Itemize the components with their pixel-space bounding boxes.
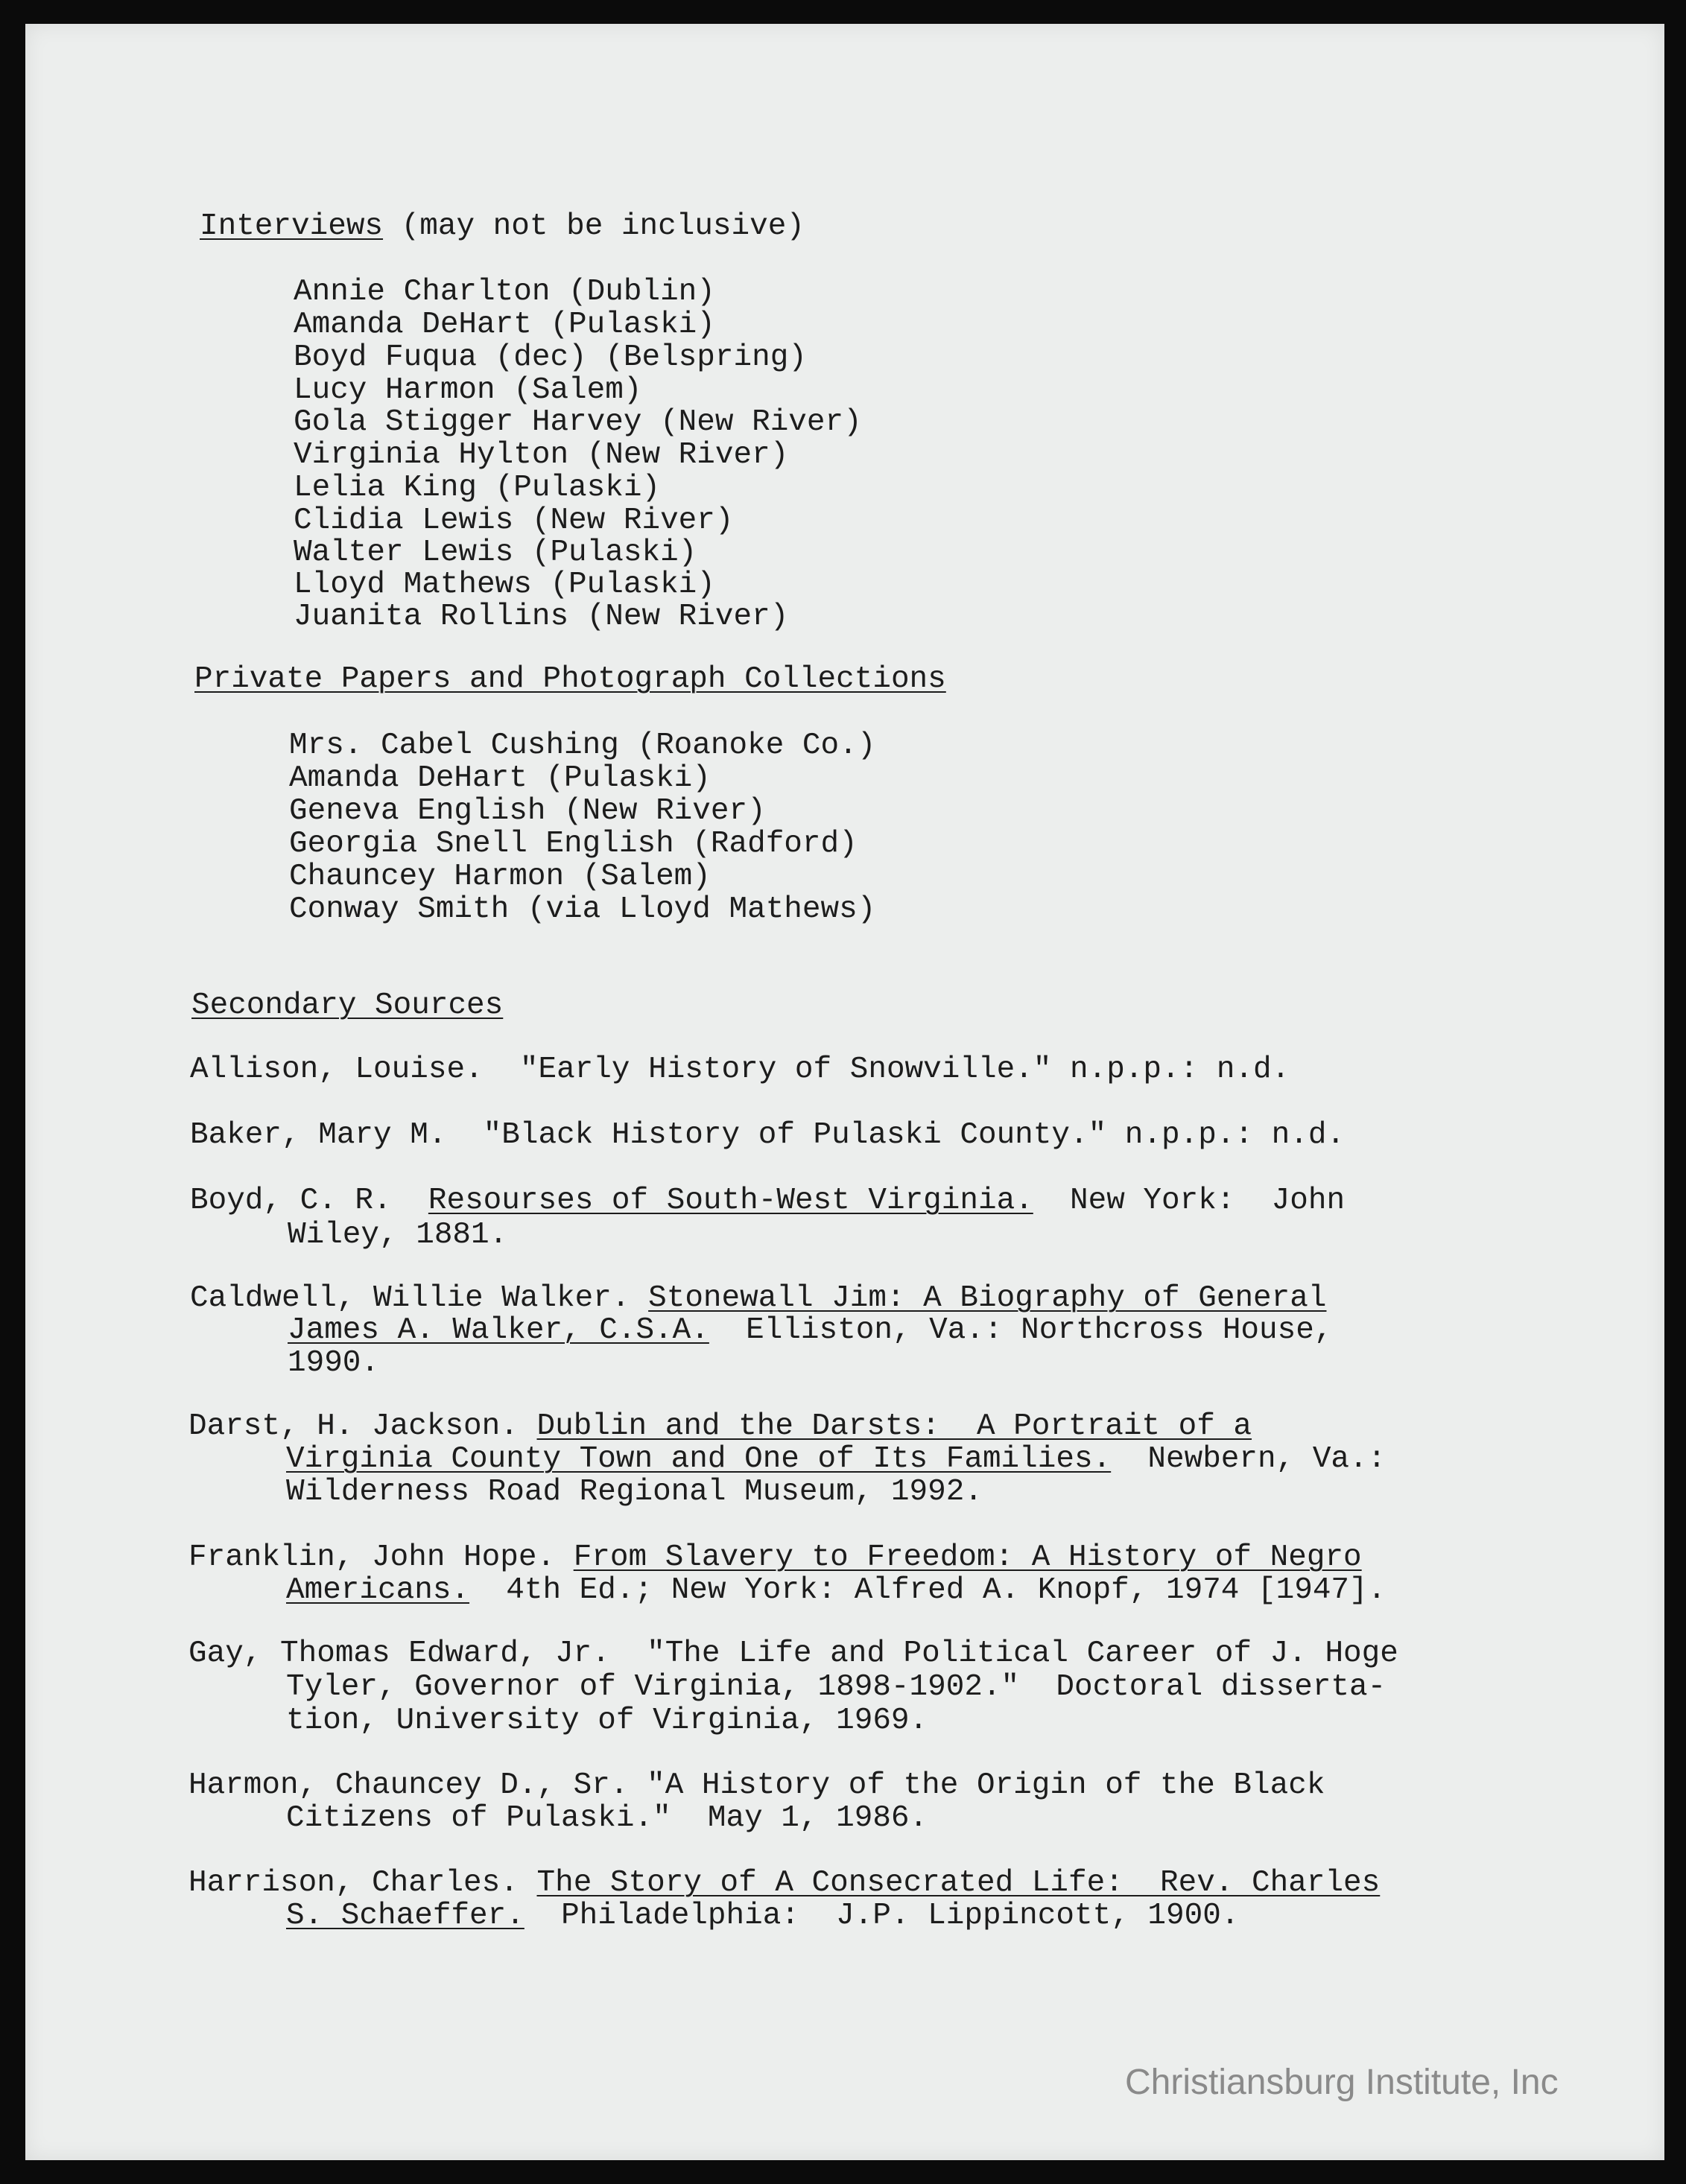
interview-item: Walter Lewis (Pulaski) bbox=[294, 536, 697, 570]
interview-item: Lloyd Mathews (Pulaski) bbox=[294, 568, 715, 602]
source-entry-line bbox=[188, 1410, 1252, 1443]
source-entry-line bbox=[288, 1314, 1332, 1347]
private-papers-item: Amanda DeHart (Pulaski) bbox=[289, 761, 711, 796]
source-title: James A. Walker, C.S.A. bbox=[288, 1313, 709, 1347]
interview-item: Virginia Hylton (New River) bbox=[294, 438, 789, 472]
interview-item: Juanita Rollins (New River) bbox=[294, 600, 789, 634]
source-text: Wiley, 1881. bbox=[288, 1218, 508, 1252]
source-text: Baker, Mary M. "Black History of Pulaski County." n.p.p.: n.d. bbox=[190, 1118, 1346, 1152]
source-title: The Story of A Consecrated Life: Rev. Charles bbox=[536, 1866, 1381, 1900]
interview-item: Clidia Lewis (New River) bbox=[294, 504, 734, 538]
source-text: Citizens of Pulaski." May 1, 1986. bbox=[286, 1801, 928, 1835]
interviews-heading-line bbox=[200, 210, 805, 243]
private-papers-item: Chauncey Harmon (Salem) bbox=[289, 860, 711, 894]
private-papers-item: Mrs. Cabel Cushing (Roanoke Co.) bbox=[289, 728, 876, 763]
source-entry-line bbox=[286, 1574, 1386, 1607]
interviews-heading: Interviews bbox=[200, 209, 384, 244]
source-title: S. Schaeffer. bbox=[286, 1899, 525, 1933]
source-text: Wilderness Road Regional Museum, 1992. bbox=[286, 1475, 983, 1509]
source-text: New York: John bbox=[1033, 1184, 1346, 1218]
source-entry-line bbox=[190, 1282, 1326, 1315]
source-title: Dublin and the Darsts: A Portrait of a bbox=[536, 1409, 1252, 1444]
watermark-text: Christiansburg Institute, Inc bbox=[1125, 2063, 1559, 2102]
interview-item: Lelia King (Pulaski) bbox=[294, 471, 661, 505]
source-text: Harrison, Charles. bbox=[188, 1866, 537, 1900]
source-text: Philadelphia: J.P. Lippincott, 1900. bbox=[524, 1899, 1240, 1933]
source-text: 4th Ed.; New York: Alfred A. Knopf, 1974 [1947]. bbox=[469, 1573, 1386, 1607]
source-text: Newbern, Va.: bbox=[1111, 1442, 1386, 1476]
source-title: From Slavery to Freedom: A History of Negro bbox=[573, 1540, 1362, 1575]
source-entry-line bbox=[288, 1219, 507, 1251]
source-text: Franklin, John Hope. bbox=[188, 1540, 574, 1575]
source-entry-line bbox=[286, 1704, 928, 1737]
interview-item: Annie Charlton (Dublin) bbox=[294, 275, 715, 309]
private-papers-item: Geneva English (New River) bbox=[289, 794, 766, 828]
source-text: Darst, H. Jackson. bbox=[188, 1409, 537, 1444]
interview-item: Amanda DeHart (Pulaski) bbox=[294, 308, 715, 342]
source-text: tion, University of Virginia, 1969. bbox=[286, 1704, 928, 1738]
source-title: Resourses of South-West Virginia. bbox=[428, 1184, 1033, 1218]
source-entry-line bbox=[188, 1637, 1398, 1670]
source-entry-line bbox=[188, 1769, 1325, 1802]
source-entry-line bbox=[188, 1541, 1362, 1574]
source-title: Americans. bbox=[286, 1573, 470, 1607]
source-entry-line bbox=[288, 1347, 379, 1380]
source-text: Tyler, Governor of Virginia, 1898-1902." Doctoral disserta- bbox=[286, 1670, 1386, 1704]
source-entry-line bbox=[286, 1899, 1239, 1932]
source-entry-line bbox=[286, 1671, 1386, 1704]
source-entry-line bbox=[190, 1119, 1345, 1152]
source-entry-line bbox=[286, 1443, 1386, 1476]
source-entry-line bbox=[286, 1476, 983, 1508]
source-text: Allison, Louise. "Early History of Snowville." n.p.p.: n.d. bbox=[190, 1053, 1290, 1087]
source-text: Caldwell, Willie Walker. bbox=[190, 1281, 649, 1315]
interview-item: Boyd Fuqua (dec) (Belspring) bbox=[294, 340, 807, 375]
source-text: Elliston, Va.: Northcross House, bbox=[709, 1313, 1333, 1347]
source-title: Virginia County Town and One of Its Families. bbox=[286, 1442, 1112, 1476]
secondary-sources-heading: Secondary Sources bbox=[191, 988, 504, 1023]
source-text: Harmon, Chauncey D., Sr. "A History of the Origin of the Black bbox=[188, 1768, 1325, 1803]
interview-item: Gola Stigger Harvey (New River) bbox=[294, 405, 862, 439]
source-entry-line bbox=[286, 1802, 928, 1835]
source-entry-line bbox=[190, 1184, 1345, 1217]
source-text: Gay, Thomas Edward, Jr. "The Life and Political Career of J. Hoge bbox=[188, 1637, 1398, 1671]
source-title: Stonewall Jim: A Biography of General bbox=[648, 1281, 1327, 1315]
interview-item: Lucy Harmon (Salem) bbox=[294, 373, 642, 407]
private-papers-item: Georgia Snell English (Radford) bbox=[289, 827, 858, 861]
private-papers-item: Conway Smith (via Lloyd Mathews) bbox=[289, 892, 876, 927]
private-papers-heading: Private Papers and Photograph Collections bbox=[194, 662, 946, 696]
interviews-note: (may not be inclusive) bbox=[383, 209, 805, 244]
source-text: Boyd, C. R. bbox=[190, 1184, 428, 1218]
source-entry-line bbox=[188, 1867, 1380, 1899]
source-text: 1990. bbox=[288, 1346, 380, 1380]
source-entry-line bbox=[190, 1053, 1290, 1086]
